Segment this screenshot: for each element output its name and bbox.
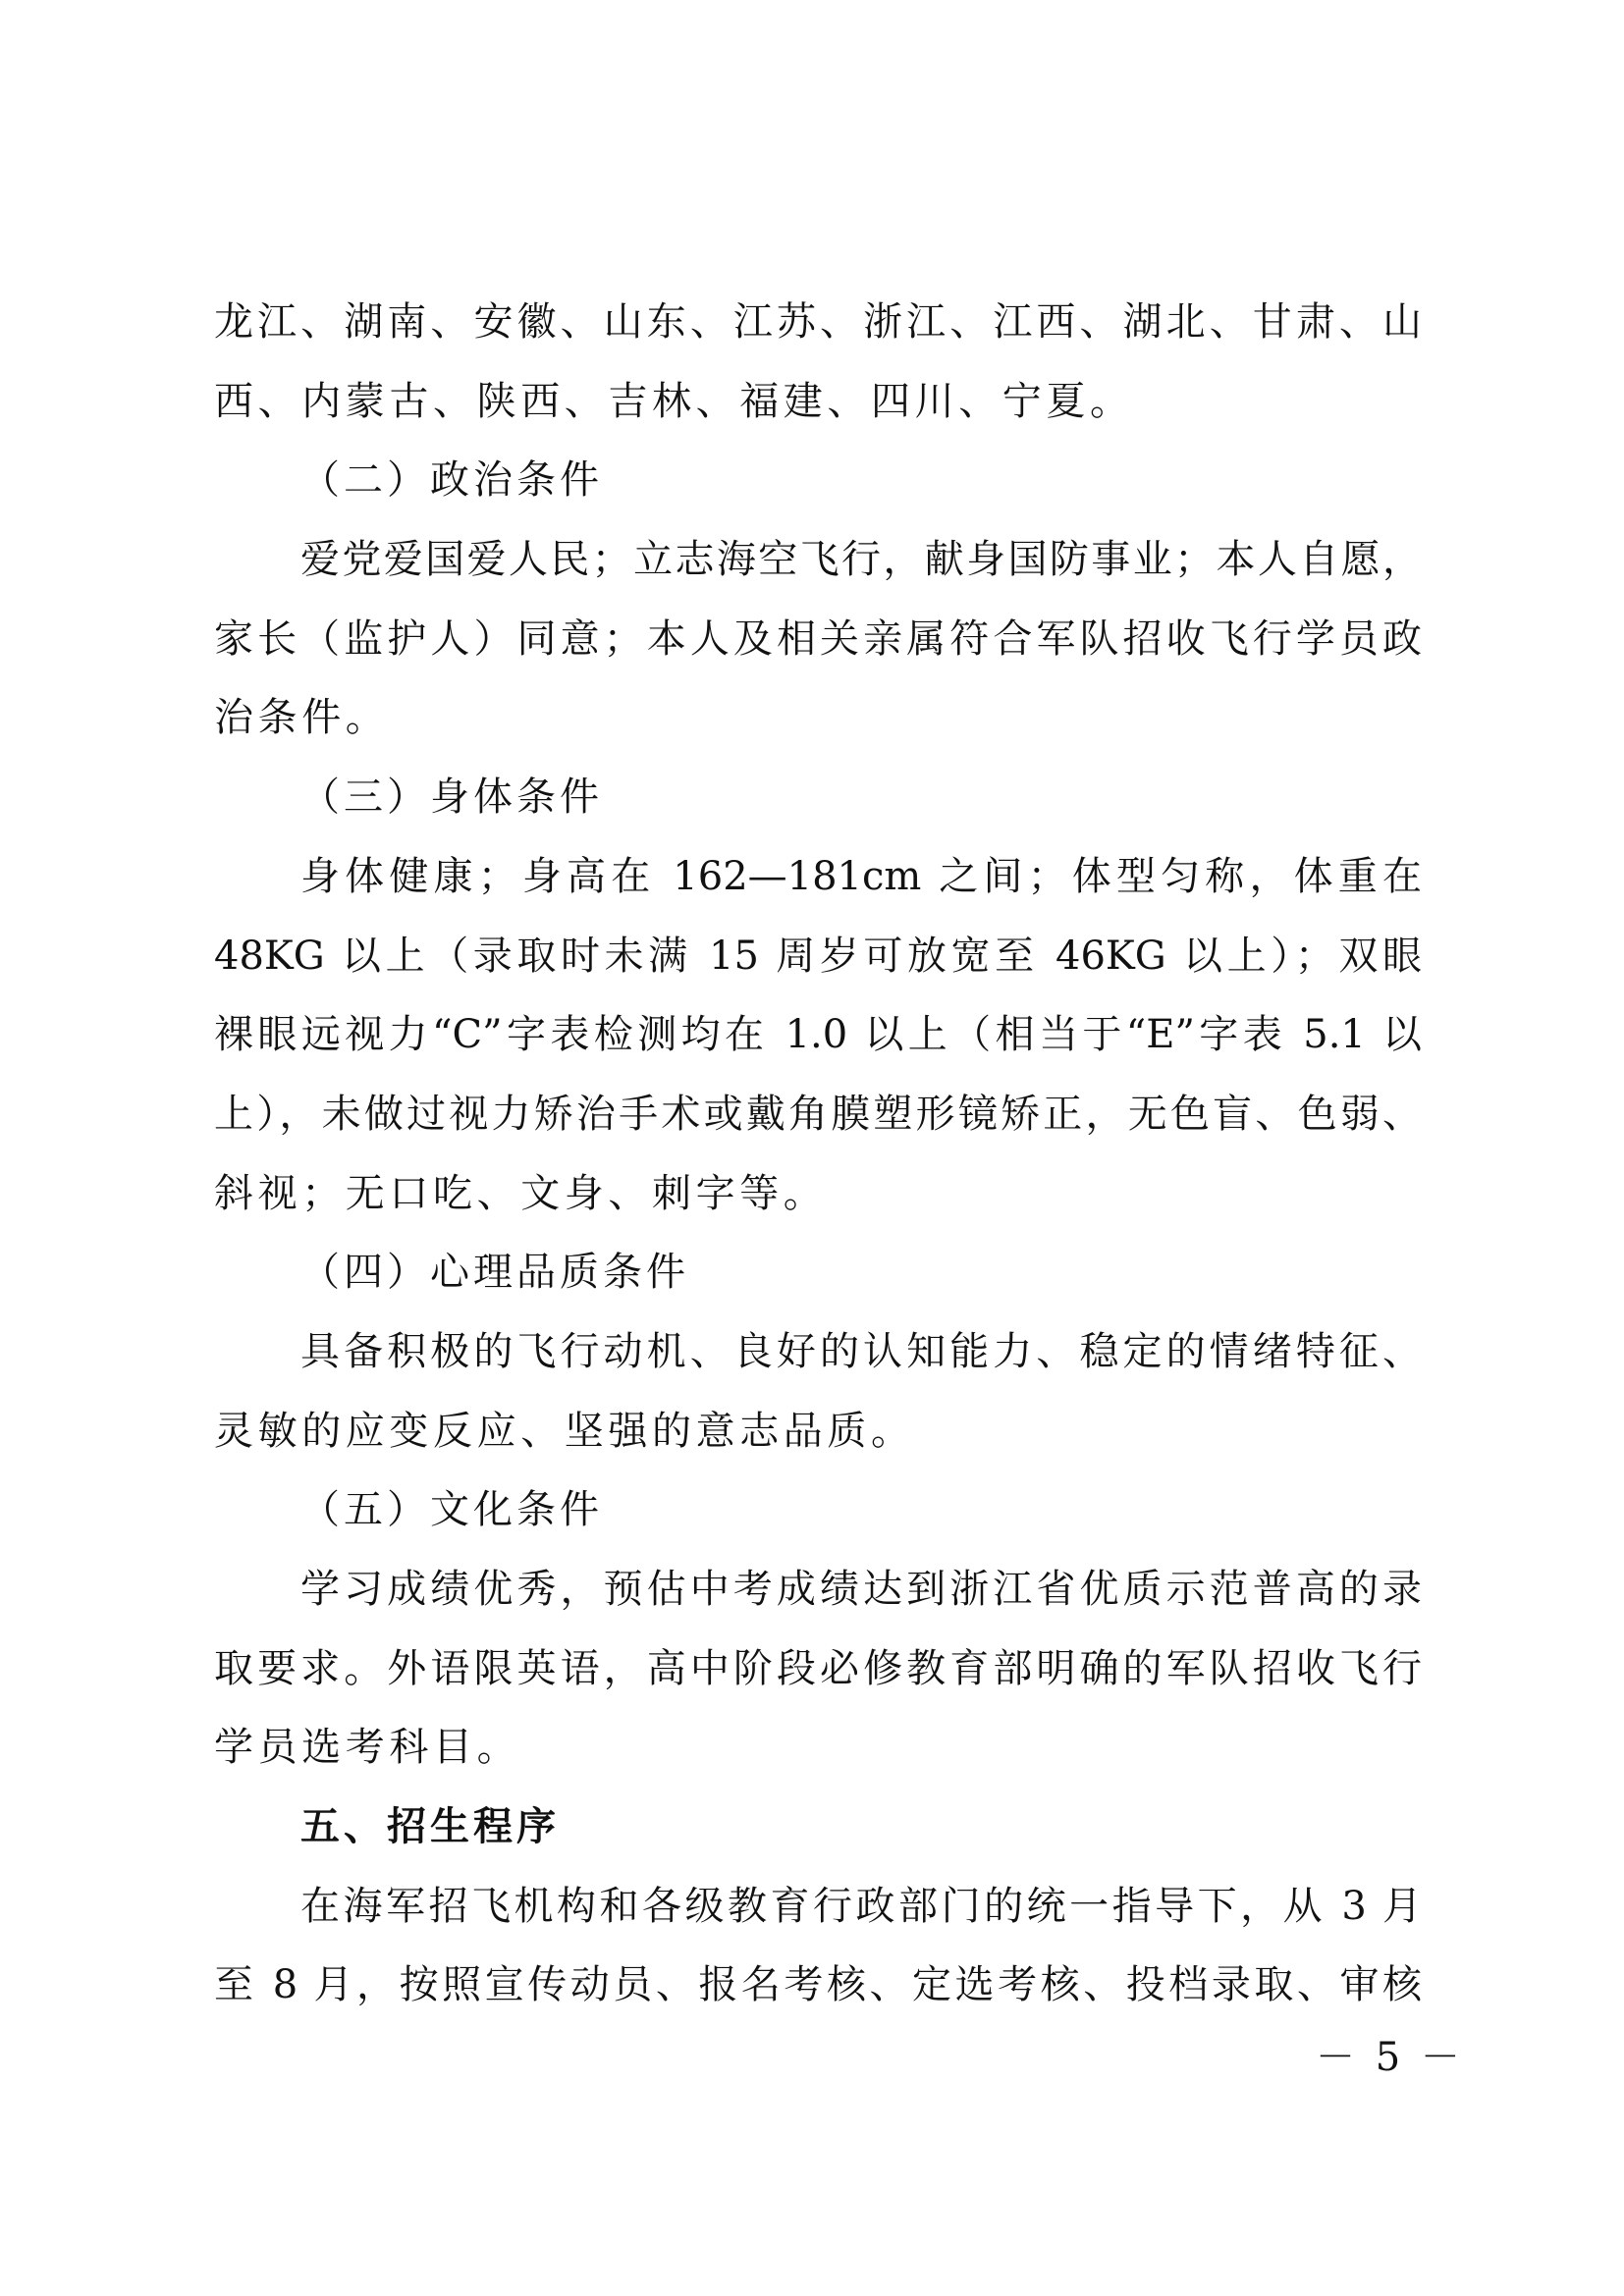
paragraph-line: 至 8 月，按照宣传动员、报名考核、定选考核、投档录取、审核: [214, 1962, 1422, 2008]
paragraph-line: 48KG 以上（录取时未满 15 周岁可放宽至 46KG 以上）；双眼: [214, 933, 1422, 979]
paragraph-line: 学员选考科目。: [214, 1725, 521, 1771]
paragraph-line: 上），未做过视力矫治手术或戴角膜塑形镜矫正，无色盲、色弱、: [214, 1091, 1422, 1137]
document-body: [214, 283, 1422, 2025]
page-number: － 5 －: [1316, 2035, 1464, 2080]
paragraph-line: 取要求。外语限英语，高中阶段必修教育部明确的军队招收飞行: [214, 1645, 1422, 1691]
paragraph-line: 学习成绩优秀，预估中考成绩达到浙江省优质示范普高的录: [300, 1567, 1422, 1612]
paragraph-line: 灵敏的应变反应、坚强的意志品质。: [214, 1408, 915, 1454]
paragraph-line: 在海军招飞机构和各级教育行政部门的统一指导下，从 3 月: [300, 1883, 1422, 1929]
sub-heading-psychological-conditions: （四）心理品质条件: [300, 1250, 689, 1296]
paragraph-line: 爱党爱国爱人民；立志海空飞行，献身国防事业；本人自愿，: [300, 537, 1422, 583]
sub-heading-physical-conditions: （三）身体条件: [300, 774, 603, 821]
paragraph-line: 西、内蒙古、陕西、吉林、福建、四川、宁夏。: [214, 378, 1134, 424]
sub-heading-academic-conditions: （五）文化条件: [300, 1487, 603, 1533]
paragraph-line: 具备积极的飞行动机、良好的认知能力、稳定的情绪特征、: [300, 1328, 1422, 1374]
paragraph-line: 斜视；无口吃、文身、刺字等。: [214, 1170, 828, 1216]
sub-heading-political-conditions: （二）政治条件: [300, 457, 603, 504]
paragraph-line: 家长（监护人）同意；本人及相关亲属符合军队招收飞行学员政: [214, 615, 1422, 662]
paragraph-line: 裸眼远视力“C”字表检测均在 1.0 以上（相当于“E”字表 5.1 以: [214, 1012, 1422, 1058]
paragraph-line: 龙江、湖南、安徽、山东、江苏、浙江、江西、湖北、甘肃、山: [214, 299, 1422, 345]
paragraph-line: 身体健康；身高在 162—181cm 之间；体型匀称，体重在: [300, 853, 1422, 899]
section-heading-enrollment-procedure: 五、招生程序: [300, 1804, 560, 1850]
paragraph-line: 治条件。: [214, 695, 390, 741]
